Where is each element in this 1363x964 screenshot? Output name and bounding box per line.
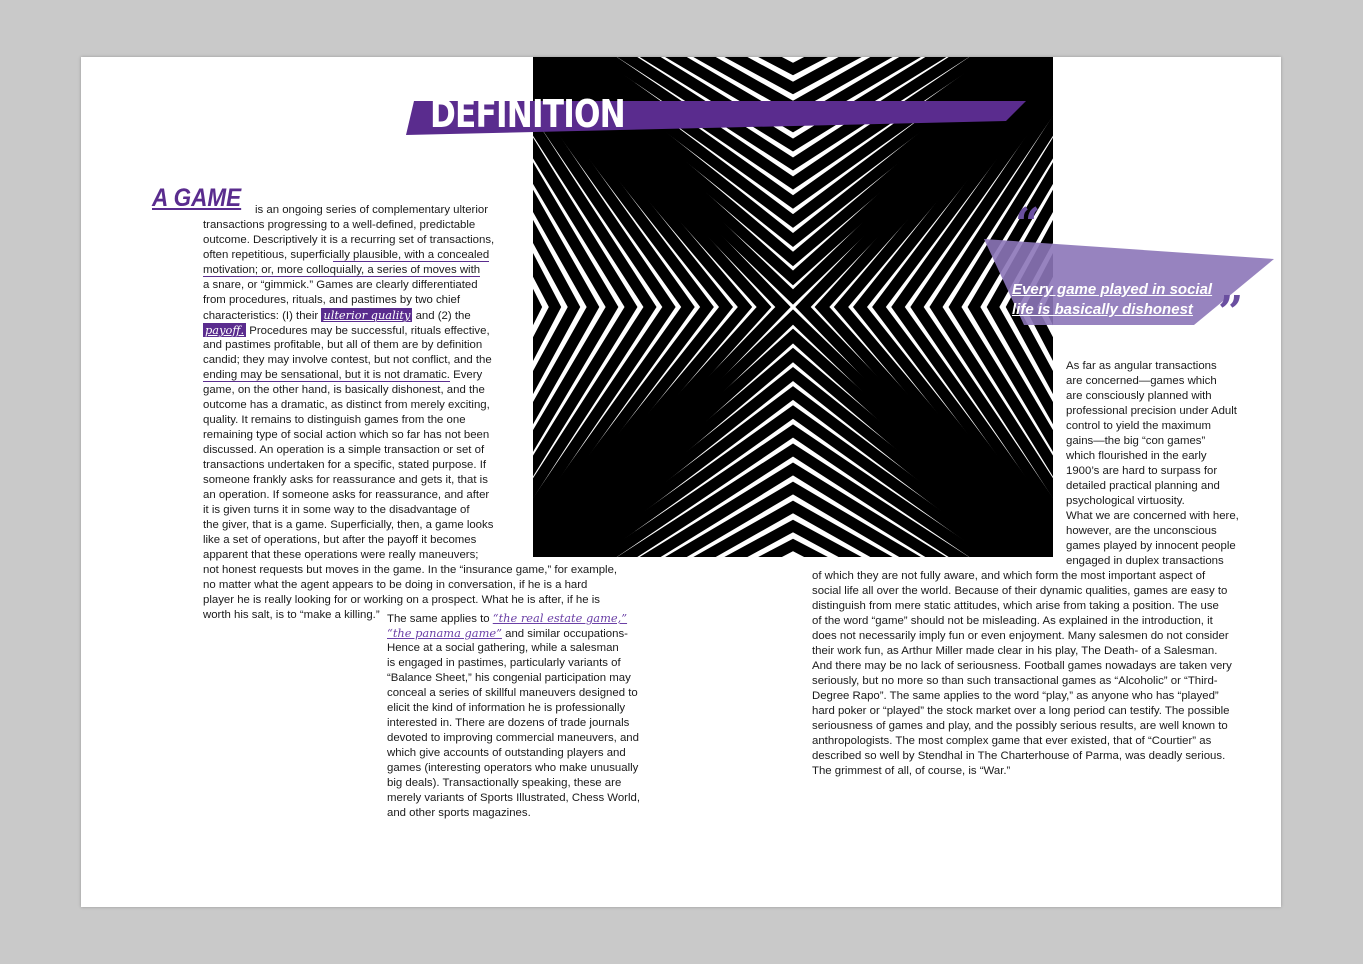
body-column-4	[812, 569, 1232, 779]
close-quote-mark: ”	[1218, 287, 1244, 338]
text-line: What we are concerned with here,	[1066, 510, 1239, 522]
text-line: is engaged in pastimes, particularly variants of	[387, 657, 621, 669]
text-line: game, on the other hand, is basically dishonest, and the	[203, 384, 485, 396]
text-line: The same applies to “the real estate game,”	[387, 611, 628, 625]
text-line: which flourished in the early	[1066, 450, 1207, 462]
text-line: psychological virtuosity.	[1066, 495, 1185, 507]
text-line: Degree Rapo”. The same applies to the word “play,” as anyone who has “played”	[812, 690, 1219, 702]
text-line: however, are the unconscious	[1066, 525, 1217, 537]
page-title: DEFINITION	[430, 92, 625, 136]
text-line: seriousness of games and play, and the possibly serious results, are well known to	[812, 720, 1228, 732]
text-line: candid; they may involve contest, but not conflict, and the	[203, 354, 492, 366]
text-line: “Balance Sheet,” his congenial participation may	[387, 672, 631, 684]
magazine-spread	[81, 57, 1281, 907]
text-line: hard poker or “played” the stock market over a long period can testify. The possible	[812, 705, 1230, 717]
text-line: 1900’s are hard to surpass for	[1066, 465, 1218, 477]
text-line: of which they are not fully aware, and which form the most important aspect of	[812, 570, 1206, 582]
text-line: the giver, that is a game. Superficially, then, a game looks	[203, 519, 494, 531]
text-line: and other sports magazines.	[387, 807, 531, 819]
text-line: distinguish from mere static attitudes, which arise from taking a position. The use	[812, 600, 1219, 612]
text-line: apparent that these operations were really maneuvers;	[203, 549, 479, 561]
text-line: no matter what the agent appears to be doing in conversation, if he is a hard	[203, 579, 588, 591]
text-line: outcome has a dramatic, as distinct from merely exciting,	[203, 399, 490, 411]
link-panama-game[interactable]: “the panama game”	[387, 626, 502, 640]
text-line: player he is really looking for or working on a prospect. What he is after, if he is	[203, 594, 600, 606]
text-line: games (interesting operators who make unusually	[387, 762, 639, 774]
text-line: and pastimes profitable, but all of them are by definition	[203, 339, 483, 351]
text-line: like a set of operations, but after the payoff it becomes	[203, 534, 477, 546]
text-line: control to yield the maximum	[1066, 420, 1211, 432]
text-line: a snare, or “gimmick.” Games are clearly differentiated	[203, 279, 478, 291]
text-line: motivation; or, more colloquially, a series of moves with	[203, 264, 481, 276]
body-column-1	[203, 203, 617, 623]
text-line: seriously, but no more so than such transactional games as “Alcoholic” or “Third-	[812, 675, 1218, 687]
text-line: quality. It remains to distinguish games from the one	[203, 414, 466, 426]
text-line: of the word “game” should not be misleading. As explained in the introduction, it	[812, 615, 1213, 627]
text-line: detailed practical planning and	[1066, 480, 1220, 492]
text-line: The grimmest of all, of course, is “War.”	[812, 765, 1011, 777]
section-heading: A GAME	[152, 184, 242, 212]
text-line: interested in. There are dozens of trade journals	[387, 717, 630, 729]
text-line: is an ongoing series of complementary ulterior	[255, 204, 488, 216]
text-line: not honest requests but moves in the game. In the “insurance game,” for example,	[203, 564, 618, 576]
body-column-3	[1066, 359, 1239, 569]
text-line: “the panama game” and similar occupations-	[387, 626, 628, 640]
text-line: payoff. Procedures may be successful, rituals effective,	[205, 323, 490, 337]
text-line: an operation. If someone asks for reassurance, and after	[203, 489, 490, 501]
text-line: anthropologists. The most complex game that ever existed, that of “Courtier” as	[812, 735, 1212, 747]
text-line: from procedures, rituals, and pastimes by two chief	[203, 294, 461, 306]
pullquote-text: Every game played in social life is basically dishonest	[1012, 281, 1213, 318]
highlight-ulterior-quality: ulterior quality	[323, 308, 411, 322]
text-line: merely variants of Sports Illustrated, Chess World,	[387, 792, 641, 804]
text-line: are consciously planned with	[1066, 390, 1212, 402]
text-line: And there may be no lack of seriousness. Football games nowadays are taken very	[812, 660, 1232, 672]
text-line: does not necessarily imply fun or even enjoyment. Many salesmen do not consider	[812, 630, 1229, 642]
text-line: ending may be sensational, but it is not dramatic. Every	[203, 369, 483, 381]
open-quote-mark: “	[1015, 199, 1041, 250]
text-line: big deals). Transactionally speaking, these are	[387, 777, 622, 789]
text-line: characteristics: (I) their ulterior quality and (2) the	[203, 308, 471, 322]
text-line: described so well by Stendhal in The Charterhouse of Parma, was deadly serious.	[812, 750, 1226, 762]
text-line: conceal a series of skillful maneuvers designed to	[387, 687, 638, 699]
text-line: social life all over the world. Because of their dynamic qualities, games are easy to	[812, 585, 1228, 597]
text-line: worth his salt, is to “make a killing.”	[203, 609, 380, 621]
text-line: often repetitious, superficially plausible, with a concealed	[203, 249, 490, 261]
text-line: discussed. An operation is a simple transaction or set of	[203, 444, 485, 456]
text-line: devoted to improving commercial maneuvers, and	[387, 732, 639, 744]
text-line: someone frankly asks for reassurance and gets it, that is	[203, 474, 488, 486]
highlight-payoff: payoff.	[205, 323, 245, 337]
text-line: As far as angular transactions	[1066, 360, 1217, 372]
text-line: elicit the kind of information he is professionally	[387, 702, 626, 714]
text-line: are concerned—games which	[1066, 375, 1217, 387]
text-line: games played by innocent people	[1066, 540, 1236, 552]
body-column-2	[387, 611, 640, 821]
text-line: remaining type of social action which so far has not been	[203, 429, 490, 441]
text-line: transactions progressing to a well-defined, predictable	[203, 219, 476, 231]
text-line: gains—the big “con games”	[1066, 435, 1206, 447]
text-line: Hence at a social gathering, while a salesman	[387, 642, 619, 654]
text-line: their work fun, as Arthur Miller made clear in his play, The Death- of a Salesman.	[812, 645, 1218, 657]
text-line: professional precision under Adult	[1066, 405, 1237, 417]
text-line: outcome. Descriptively it is a recurring set of transactions,	[203, 234, 495, 246]
text-line: which give accounts of outstanding players and	[387, 747, 626, 759]
link-real-estate-game[interactable]: “the real estate game,”	[492, 611, 628, 625]
text-line: it is given turns it in some way to the disadvantage of	[203, 504, 470, 516]
text-line: transactions undertaken for a specific, stated purpose. If	[203, 459, 487, 471]
text-line: engaged in duplex transactions	[1066, 555, 1224, 567]
